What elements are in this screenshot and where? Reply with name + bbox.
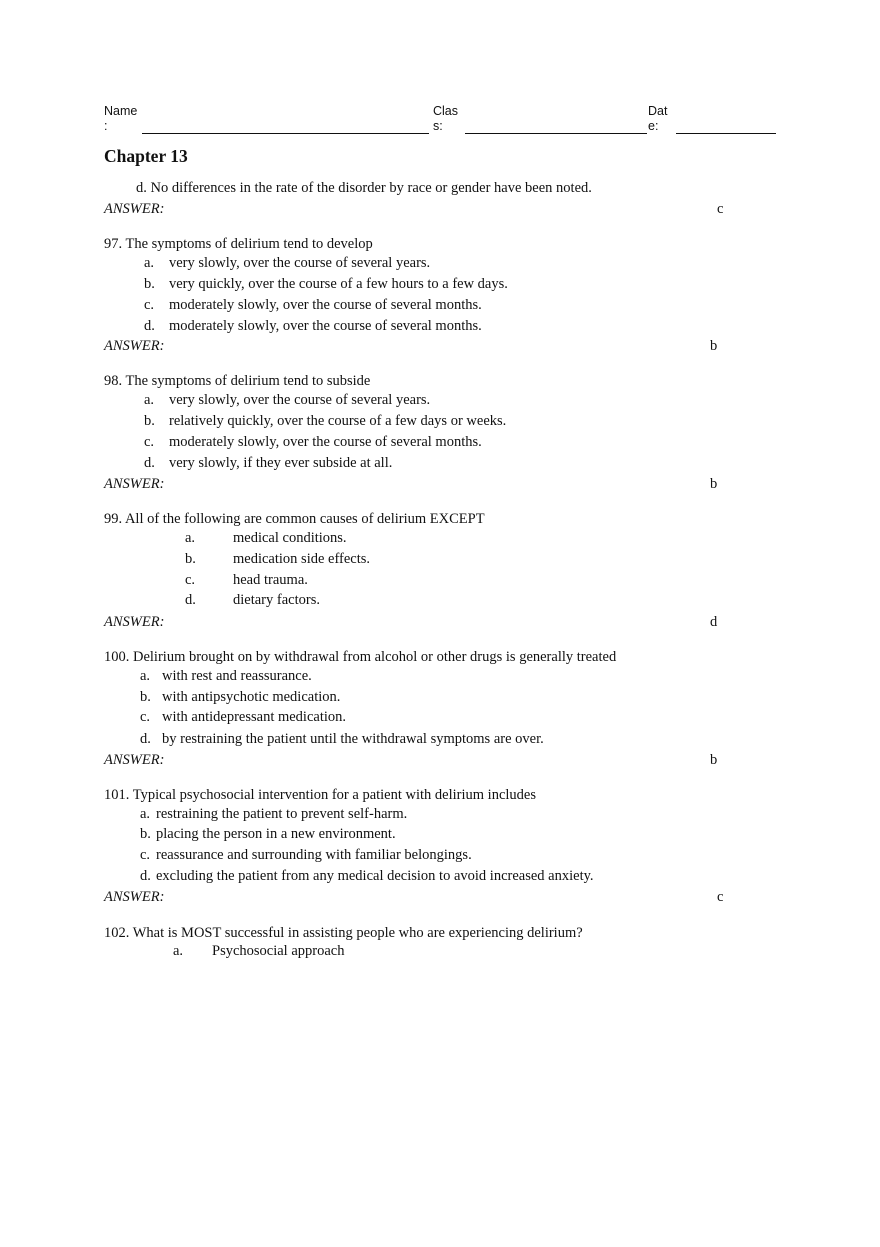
answer-key: d: [710, 614, 718, 630]
answer-label: ANSWER:: [104, 889, 165, 905]
answer-label: ANSWER:: [104, 476, 165, 492]
answer-label: ANSWER:: [104, 614, 165, 630]
chapter-title: Chapter 13: [104, 146, 188, 166]
question-stem: 97. The symptoms of delirium tend to develop: [104, 236, 373, 252]
question-stem: 98. The symptoms of delirium tend to subside: [104, 373, 371, 389]
answer-key: c: [717, 201, 724, 217]
answer-key: b: [710, 338, 718, 354]
name-field-line: [142, 133, 429, 134]
answer-label: ANSWER:: [104, 338, 165, 354]
answer-key: c: [717, 889, 724, 905]
question-stem: 102. What is MOST successful in assisting people who are experiencing delirium?: [104, 925, 583, 941]
class-field-label: Clas s:: [433, 104, 459, 133]
question-stem: 100. Delirium brought on by withdrawal from alcohol or other drugs is generally treated: [104, 649, 617, 665]
answer-label: ANSWER:: [104, 201, 165, 217]
class-field-line: [465, 133, 647, 134]
date-field-label: Dat e:: [648, 104, 668, 133]
answer-label: ANSWER:: [104, 752, 165, 768]
question-stem: 101. Typical psychosocial intervention for a patient with delirium includes: [104, 787, 537, 803]
document-page: Name : Clas s: Dat e: Chapter 13 d. No differences in the rate of the disorder by race or gender have been noted. ANSWER: c 97. The symptoms of delirium tend to develop a. very slowly, over the course of several years. b. very quickly, over the course of a few hours to a few days. c. moderately slowly, over the course of several months. d. moderately slowly, over the course of several months. ANSWER: b 98. The symptoms of delirium tend to subside a. very slowly, over the course of several years. b. relatively quickly, over the course of a few days or weeks. c. moderately slowly, over the course of several months. d. very slowly, if they ever subside at all. ANSWER: b 99. All of the following are common causes of delirium EXCEPT a. medical conditions. b. medication side effects. c. head trauma. d. dietary factors. ANSWER: d 100. Delirium brought on by withdrawal from alcohol or other drugs is generally treated a. with rest and reassurance. b. with antipsychotic medication. c. with antidepressant medication. d. by restraining the patient until the withdrawal symptoms are over. ANSWER: b 101. Typical psychosocial intervention for a patient with delirium includes a. restraining the patient to prevent self-harm. b. placing the person in a new environment. c. reassurance and surrounding with familiar belongings. d. excluding the patient from any medical decision to avoid increased anxiety. ANSWER: c 102. What is MOST successful in assisting people who are experiencing delirium? a. Psychosocial approach: [0, 0, 880, 1247]
date-field-line: [676, 133, 776, 134]
answer-key: b: [710, 476, 718, 492]
question-stem: 99. All of the following are common causes of delirium EXCEPT: [104, 511, 485, 527]
name-field-label: Name :: [104, 104, 138, 133]
answer-key: b: [710, 752, 718, 768]
option-d: d. No differences in the rate of the disorder by race or gender have been noted.: [136, 180, 592, 196]
